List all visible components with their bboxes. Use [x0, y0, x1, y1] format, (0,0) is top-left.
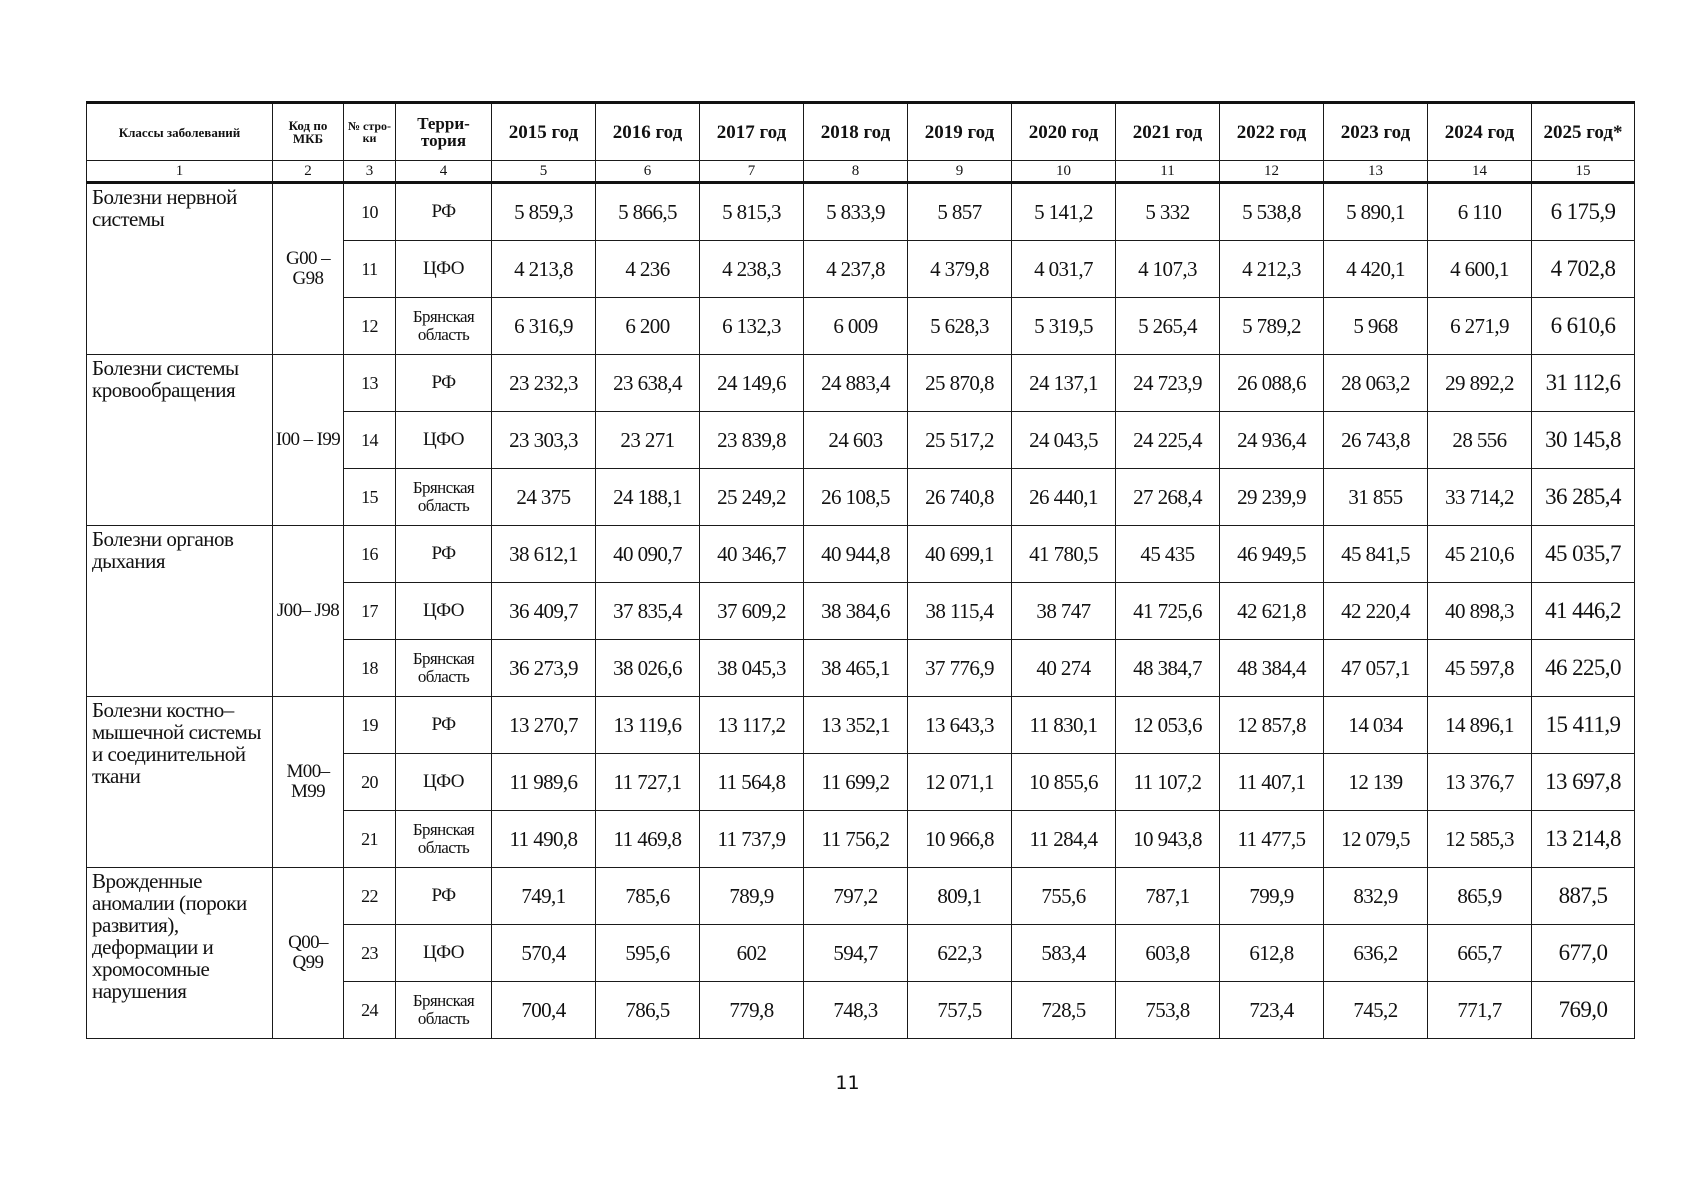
column-number: 6 — [596, 161, 700, 183]
table-row — [87, 697, 1635, 754]
value-cell: 10 855,6 — [1012, 754, 1116, 811]
value-cell: 24 188,1 — [596, 469, 700, 526]
value-cell: 757,5 — [908, 982, 1012, 1039]
column-number: 8 — [804, 161, 908, 183]
value-cell: 25 517,2 — [908, 412, 1012, 469]
value-cell: 10 943,8 — [1116, 811, 1220, 868]
value-cell: 11 737,9 — [700, 811, 804, 868]
value-cell: 4 600,1 — [1428, 241, 1532, 298]
value-cell: 5 628,3 — [908, 298, 1012, 355]
value-cell: 11 407,1 — [1220, 754, 1324, 811]
value-cell: 12 139 — [1324, 754, 1428, 811]
line-number: 20 — [344, 754, 396, 811]
value-cell: 15 411,9 — [1532, 697, 1635, 754]
value-cell: 755,6 — [1012, 868, 1116, 925]
value-cell: 13 697,8 — [1532, 754, 1635, 811]
value-cell: 38 045,3 — [700, 640, 804, 697]
disease-class: Болезни нервной системы — [87, 183, 273, 355]
header-year: 2018 год — [804, 103, 908, 161]
value-cell: 41 725,6 — [1116, 583, 1220, 640]
value-cell: 13 214,8 — [1532, 811, 1635, 868]
column-number: 14 — [1428, 161, 1532, 183]
value-cell: 40 274 — [1012, 640, 1116, 697]
line-number: 12 — [344, 298, 396, 355]
value-cell: 4 702,8 — [1532, 241, 1635, 298]
value-cell: 5 141,2 — [1012, 183, 1116, 241]
territory: РФ — [396, 183, 492, 241]
territory: ЦФО — [396, 412, 492, 469]
value-cell: 40 944,8 — [804, 526, 908, 583]
value-cell: 5 866,5 — [596, 183, 700, 241]
value-cell: 11 830,1 — [1012, 697, 1116, 754]
value-cell: 38 747 — [1012, 583, 1116, 640]
value-cell: 41 780,5 — [1012, 526, 1116, 583]
value-cell: 13 643,3 — [908, 697, 1012, 754]
header-year: 2024 год — [1428, 103, 1532, 161]
value-cell: 28 556 — [1428, 412, 1532, 469]
column-number: 1 — [87, 161, 273, 183]
value-cell: 46 949,5 — [1220, 526, 1324, 583]
territory: Брянская область — [396, 469, 492, 526]
territory: ЦФО — [396, 754, 492, 811]
value-cell: 749,1 — [492, 868, 596, 925]
header-row — [87, 103, 1635, 161]
territory: ЦФО — [396, 925, 492, 982]
value-cell: 24 723,9 — [1116, 355, 1220, 412]
territory: Брянская область — [396, 298, 492, 355]
column-number: 11 — [1116, 161, 1220, 183]
disease-class: Болезни системы кровообращения — [87, 355, 273, 526]
value-cell: 769,0 — [1532, 982, 1635, 1039]
column-number: 4 — [396, 161, 492, 183]
value-cell: 30 145,8 — [1532, 412, 1635, 469]
value-cell: 13 376,7 — [1428, 754, 1532, 811]
value-cell: 583,4 — [1012, 925, 1116, 982]
value-cell: 5 332 — [1116, 183, 1220, 241]
column-number: 3 — [344, 161, 396, 183]
value-cell: 13 117,2 — [700, 697, 804, 754]
territory: РФ — [396, 868, 492, 925]
line-number: 18 — [344, 640, 396, 697]
territory: Брянская область — [396, 811, 492, 868]
value-cell: 786,5 — [596, 982, 700, 1039]
value-cell: 6 175,9 — [1532, 183, 1635, 241]
line-number: 23 — [344, 925, 396, 982]
header-territory: Терри-тория — [396, 103, 492, 161]
value-cell: 785,6 — [596, 868, 700, 925]
value-cell: 24 603 — [804, 412, 908, 469]
value-cell: 779,8 — [700, 982, 804, 1039]
header-year: 2015 год — [492, 103, 596, 161]
header-year: 2016 год — [596, 103, 700, 161]
value-cell: 4 237,8 — [804, 241, 908, 298]
value-cell: 38 465,1 — [804, 640, 908, 697]
value-cell: 865,9 — [1428, 868, 1532, 925]
value-cell: 41 446,2 — [1532, 583, 1635, 640]
value-cell: 771,7 — [1428, 982, 1532, 1039]
value-cell: 24 043,5 — [1012, 412, 1116, 469]
value-cell: 31 855 — [1324, 469, 1428, 526]
column-number: 7 — [700, 161, 804, 183]
territory: Брянская область — [396, 982, 492, 1039]
value-cell: 787,1 — [1116, 868, 1220, 925]
line-number: 11 — [344, 241, 396, 298]
value-cell: 595,6 — [596, 925, 700, 982]
value-cell: 12 053,6 — [1116, 697, 1220, 754]
value-cell: 26 088,6 — [1220, 355, 1324, 412]
value-cell: 29 892,2 — [1428, 355, 1532, 412]
column-number: 9 — [908, 161, 1012, 183]
header-year: 2021 год — [1116, 103, 1220, 161]
value-cell: 14 034 — [1324, 697, 1428, 754]
value-cell: 4 031,7 — [1012, 241, 1116, 298]
value-cell: 37 609,2 — [700, 583, 804, 640]
value-cell: 24 936,4 — [1220, 412, 1324, 469]
value-cell: 748,3 — [804, 982, 908, 1039]
morbidity-table — [86, 101, 1635, 1039]
value-cell: 37 835,4 — [596, 583, 700, 640]
column-number: 13 — [1324, 161, 1428, 183]
territory: ЦФО — [396, 583, 492, 640]
value-cell: 603,8 — [1116, 925, 1220, 982]
value-cell: 887,5 — [1532, 868, 1635, 925]
icd-code: Q00– Q99 — [273, 868, 344, 1039]
table-row — [87, 526, 1635, 583]
value-cell: 38 026,6 — [596, 640, 700, 697]
value-cell: 23 271 — [596, 412, 700, 469]
value-cell: 46 225,0 — [1532, 640, 1635, 697]
value-cell: 48 384,4 — [1220, 640, 1324, 697]
value-cell: 12 079,5 — [1324, 811, 1428, 868]
value-cell: 23 232,3 — [492, 355, 596, 412]
line-number: 24 — [344, 982, 396, 1039]
line-number: 13 — [344, 355, 396, 412]
value-cell: 36 409,7 — [492, 583, 596, 640]
value-cell: 11 699,2 — [804, 754, 908, 811]
icd-code: J00– J98 — [273, 526, 344, 697]
value-cell: 45 435 — [1116, 526, 1220, 583]
table-row — [87, 868, 1635, 925]
value-cell: 23 638,4 — [596, 355, 700, 412]
value-cell: 4 107,3 — [1116, 241, 1220, 298]
value-cell: 11 284,4 — [1012, 811, 1116, 868]
header-year: 2023 год — [1324, 103, 1428, 161]
value-cell: 602 — [700, 925, 804, 982]
value-cell: 24 137,1 — [1012, 355, 1116, 412]
value-cell: 37 776,9 — [908, 640, 1012, 697]
column-number-row — [87, 161, 1635, 183]
value-cell: 24 225,4 — [1116, 412, 1220, 469]
icd-code: G00 – G98 — [273, 183, 344, 355]
line-number: 10 — [344, 183, 396, 241]
header-year: 2022 год — [1220, 103, 1324, 161]
value-cell: 6 110 — [1428, 183, 1532, 241]
line-number: 15 — [344, 469, 396, 526]
line-number: 19 — [344, 697, 396, 754]
value-cell: 45 597,8 — [1428, 640, 1532, 697]
value-cell: 4 236 — [596, 241, 700, 298]
value-cell: 10 966,8 — [908, 811, 1012, 868]
column-number: 12 — [1220, 161, 1324, 183]
value-cell: 4 238,3 — [700, 241, 804, 298]
line-number: 14 — [344, 412, 396, 469]
value-cell: 5 968 — [1324, 298, 1428, 355]
header-class: Классы заболеваний — [87, 103, 273, 161]
value-cell: 797,2 — [804, 868, 908, 925]
value-cell: 40 699,1 — [908, 526, 1012, 583]
header-year: 2020 год — [1012, 103, 1116, 161]
value-cell: 6 132,3 — [700, 298, 804, 355]
value-cell: 11 989,6 — [492, 754, 596, 811]
value-cell: 11 477,5 — [1220, 811, 1324, 868]
header-line: № стро-ки — [344, 103, 396, 161]
value-cell: 11 727,1 — [596, 754, 700, 811]
value-cell: 45 210,6 — [1428, 526, 1532, 583]
header-year: 2019 год — [908, 103, 1012, 161]
column-number: 2 — [273, 161, 344, 183]
value-cell: 11 107,2 — [1116, 754, 1220, 811]
value-cell: 5 815,3 — [700, 183, 804, 241]
value-cell: 5 890,1 — [1324, 183, 1428, 241]
column-number: 15 — [1532, 161, 1635, 183]
value-cell: 11 469,8 — [596, 811, 700, 868]
value-cell: 12 071,1 — [908, 754, 1012, 811]
value-cell: 11 490,8 — [492, 811, 596, 868]
value-cell: 28 063,2 — [1324, 355, 1428, 412]
value-cell: 4 212,3 — [1220, 241, 1324, 298]
value-cell: 26 740,8 — [908, 469, 1012, 526]
value-cell: 25 249,2 — [700, 469, 804, 526]
line-number: 16 — [344, 526, 396, 583]
value-cell: 24 375 — [492, 469, 596, 526]
territory: РФ — [396, 526, 492, 583]
column-number: 5 — [492, 161, 596, 183]
value-cell: 29 239,9 — [1220, 469, 1324, 526]
value-cell: 24 149,6 — [700, 355, 804, 412]
value-cell: 4 420,1 — [1324, 241, 1428, 298]
value-cell: 47 057,1 — [1324, 640, 1428, 697]
value-cell: 13 270,7 — [492, 697, 596, 754]
value-cell: 5 265,4 — [1116, 298, 1220, 355]
header-code: Код по МКБ — [273, 103, 344, 161]
value-cell: 832,9 — [1324, 868, 1428, 925]
disease-class: Болезни органов дыхания — [87, 526, 273, 697]
disease-class: Врожденные аномалии (пороки развития), деформации и хромосомные нарушения — [87, 868, 273, 1039]
value-cell: 26 108,5 — [804, 469, 908, 526]
value-cell: 5 833,9 — [804, 183, 908, 241]
column-number: 10 — [1012, 161, 1116, 183]
value-cell: 26 440,1 — [1012, 469, 1116, 526]
value-cell: 45 841,5 — [1324, 526, 1428, 583]
icd-code: I00 – I99 — [273, 355, 344, 526]
value-cell: 799,9 — [1220, 868, 1324, 925]
header-year: 2025 год* — [1532, 103, 1635, 161]
value-cell: 25 870,8 — [908, 355, 1012, 412]
value-cell: 809,1 — [908, 868, 1012, 925]
value-cell: 753,8 — [1116, 982, 1220, 1039]
value-cell: 594,7 — [804, 925, 908, 982]
header-year: 2017 год — [700, 103, 804, 161]
value-cell: 11 756,2 — [804, 811, 908, 868]
value-cell: 4 379,8 — [908, 241, 1012, 298]
page-number: 11 — [835, 1072, 860, 1094]
value-cell: 723,4 — [1220, 982, 1324, 1039]
value-cell: 5 857 — [908, 183, 1012, 241]
value-cell: 622,3 — [908, 925, 1012, 982]
value-cell: 12 857,8 — [1220, 697, 1324, 754]
value-cell: 612,8 — [1220, 925, 1324, 982]
value-cell: 6 009 — [804, 298, 908, 355]
value-cell: 40 346,7 — [700, 526, 804, 583]
value-cell: 789,9 — [700, 868, 804, 925]
value-cell: 728,5 — [1012, 982, 1116, 1039]
value-cell: 23 303,3 — [492, 412, 596, 469]
value-cell: 6 610,6 — [1532, 298, 1635, 355]
value-cell: 42 621,8 — [1220, 583, 1324, 640]
territory: ЦФО — [396, 241, 492, 298]
value-cell: 42 220,4 — [1324, 583, 1428, 640]
table-body — [87, 183, 1635, 1039]
icd-code: M00– M99 — [273, 697, 344, 868]
value-cell: 6 200 — [596, 298, 700, 355]
value-cell: 48 384,7 — [1116, 640, 1220, 697]
value-cell: 636,2 — [1324, 925, 1428, 982]
territory: РФ — [396, 355, 492, 412]
value-cell: 38 115,4 — [908, 583, 1012, 640]
value-cell: 45 035,7 — [1532, 526, 1635, 583]
disease-class: Болезни костно–мышечной системы и соединительной ткани — [87, 697, 273, 868]
line-number: 22 — [344, 868, 396, 925]
value-cell: 6 271,9 — [1428, 298, 1532, 355]
value-cell: 24 883,4 — [804, 355, 908, 412]
value-cell: 36 273,9 — [492, 640, 596, 697]
value-cell: 40 898,3 — [1428, 583, 1532, 640]
value-cell: 6 316,9 — [492, 298, 596, 355]
value-cell: 5 859,3 — [492, 183, 596, 241]
value-cell: 26 743,8 — [1324, 412, 1428, 469]
territory: РФ — [396, 697, 492, 754]
value-cell: 5 319,5 — [1012, 298, 1116, 355]
value-cell: 4 213,8 — [492, 241, 596, 298]
value-cell: 33 714,2 — [1428, 469, 1532, 526]
table-row — [87, 355, 1635, 412]
territory: Брянская область — [396, 640, 492, 697]
value-cell: 677,0 — [1532, 925, 1635, 982]
value-cell: 745,2 — [1324, 982, 1428, 1039]
value-cell: 27 268,4 — [1116, 469, 1220, 526]
value-cell: 38 384,6 — [804, 583, 908, 640]
value-cell: 700,4 — [492, 982, 596, 1039]
value-cell: 11 564,8 — [700, 754, 804, 811]
line-number: 17 — [344, 583, 396, 640]
value-cell: 5 789,2 — [1220, 298, 1324, 355]
value-cell: 38 612,1 — [492, 526, 596, 583]
value-cell: 13 352,1 — [804, 697, 908, 754]
value-cell: 5 538,8 — [1220, 183, 1324, 241]
value-cell: 665,7 — [1428, 925, 1532, 982]
value-cell: 31 112,6 — [1532, 355, 1635, 412]
value-cell: 14 896,1 — [1428, 697, 1532, 754]
value-cell: 13 119,6 — [596, 697, 700, 754]
table-row — [87, 183, 1635, 241]
line-number: 21 — [344, 811, 396, 868]
value-cell: 23 839,8 — [700, 412, 804, 469]
value-cell: 36 285,4 — [1532, 469, 1635, 526]
value-cell: 570,4 — [492, 925, 596, 982]
value-cell: 40 090,7 — [596, 526, 700, 583]
value-cell: 12 585,3 — [1428, 811, 1532, 868]
